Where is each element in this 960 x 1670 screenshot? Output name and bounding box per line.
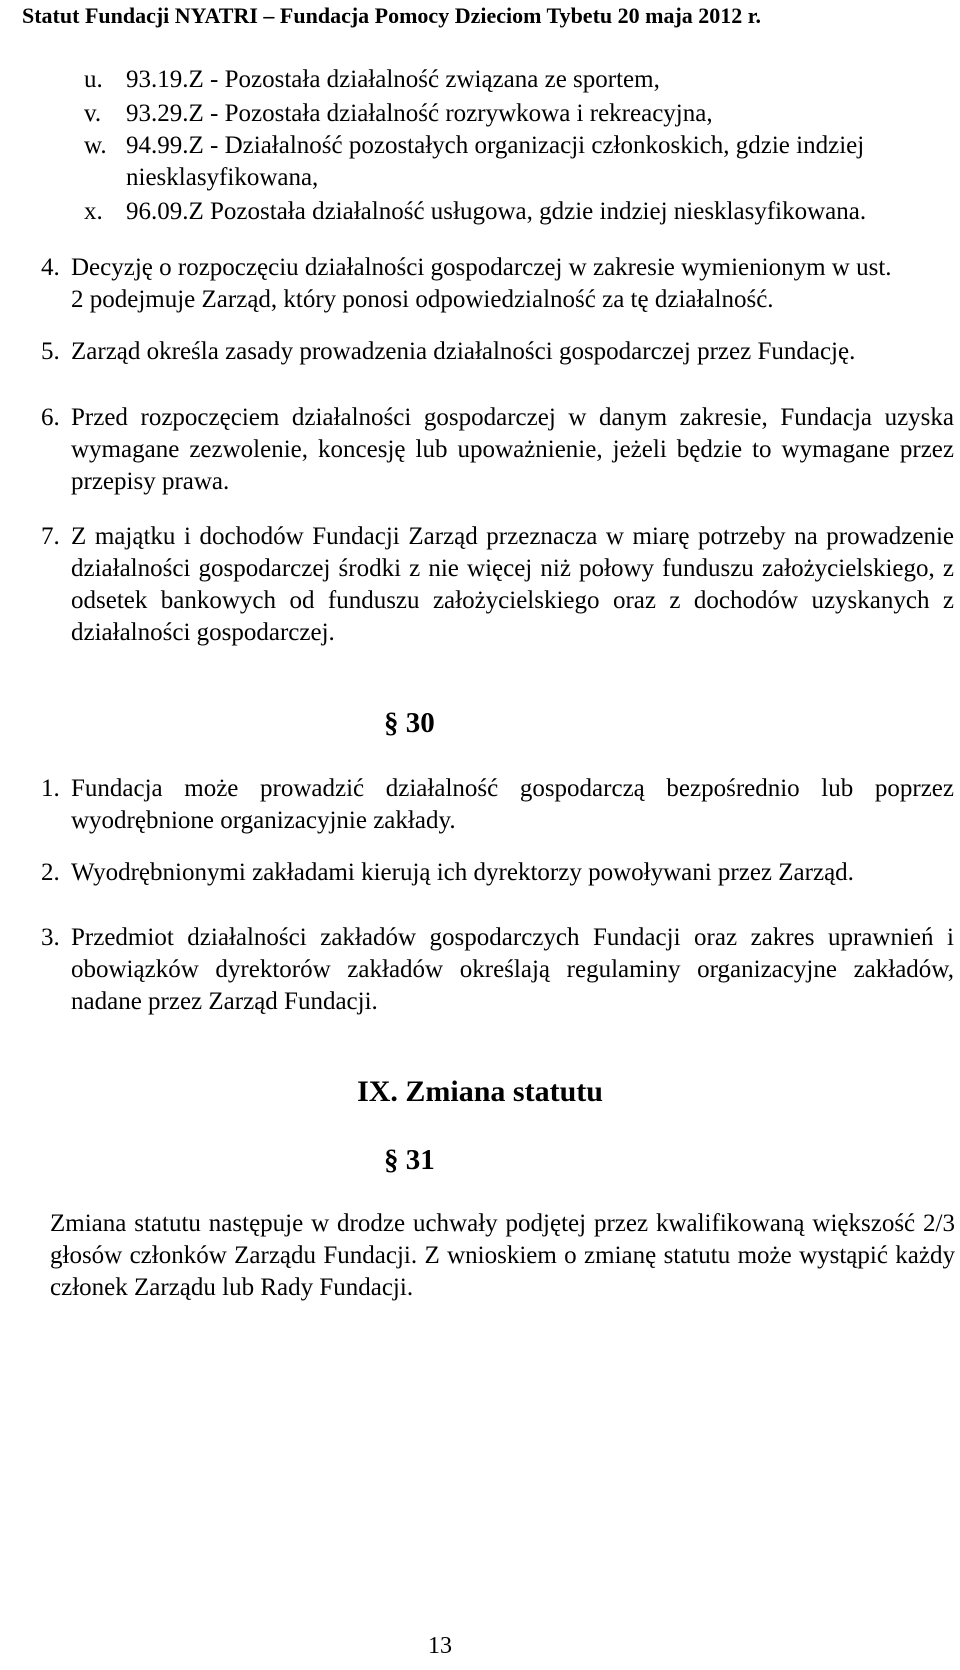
paragraph-text: Wyodrębnionymi zakładami kierują ich dyrektorzy powoływani przez Zarząd. xyxy=(71,859,854,886)
paragraph-text: Z majątku i dochodów Fundacji Zarząd przeznacza w miarę potrzeby na prowadzenie działalności gospodarczej środki z nie więcej niż połowy funduszu założycielskiego, z odsetek bankowych od funduszu założycielskiego oraz z dochodów uzyskanych z działalności gospodarczej. xyxy=(71,523,954,646)
paragraph-4 xyxy=(41,252,954,316)
list-item-u xyxy=(84,64,948,96)
section-31-text: Zmiana statutu następuje w drodze uchwały podjętej przez kwalifikowaną większość 2/3 głosów członków Zarządu Fundacji. Z wnioskiem o zmianę statutu może wystąpić każdy członek Zarządu lub Rady Fundacji. xyxy=(50,1210,955,1301)
item-text: 93.19.Z - Pozostała działalność związana ze sportem, xyxy=(126,66,660,93)
section-30-heading: § 30 xyxy=(384,707,435,739)
item-text: 93.29.Z - Pozostała działalność rozrywkowa i rekreacyjna, xyxy=(126,100,713,127)
section-31-heading: § 31 xyxy=(384,1144,435,1176)
item-letter: w. xyxy=(84,132,107,159)
paragraph-number: 5. xyxy=(41,338,60,365)
item-text-continuation: niesklasyfikowana, xyxy=(126,164,319,191)
list-item-x xyxy=(84,196,948,228)
paragraph-5 xyxy=(41,336,954,368)
page-number: 13 xyxy=(428,1633,452,1659)
paragraph-number: 3. xyxy=(41,924,60,951)
paragraph-7 xyxy=(41,521,954,649)
item-text: 94.99.Z - Działalność pozostałych organizacji członkoskich, gdzie indziej xyxy=(126,132,865,159)
paragraph-number: 6. xyxy=(41,404,60,431)
paragraph-number: 4. xyxy=(41,254,60,281)
paragraph-6 xyxy=(41,402,954,498)
list-item-w xyxy=(84,130,948,194)
page-header: Statut Fundacji NYATRI – Fundacja Pomocy Dzieciom Tybetu 20 maja 2012 r. xyxy=(22,3,762,28)
paragraph-text: Przedmiot działalności zakładów gospodarczych Fundacji oraz zakres uprawnień i obowiązków dyrektorów zakładów określają regulaminy organizacyjne zakładów, nadane przez Zarząd Fundacji. xyxy=(71,924,954,1015)
paragraph-text: Fundacja może prowadzić działalność gospodarczą bezpośrednio lub poprzez wyodrębnione organizacyjnie zakłady. xyxy=(71,775,954,834)
section-30-paragraph-1 xyxy=(41,773,954,837)
section-30-paragraph-2 xyxy=(41,857,954,889)
paragraph-number: 7. xyxy=(41,523,60,550)
paragraph-text-line2: 2 podejmuje Zarząd, który ponosi odpowiedzialność za tę działalność. xyxy=(71,286,774,313)
item-letter: u. xyxy=(84,66,103,93)
paragraph-text: Przed rozpoczęciem działalności gospodarczej w danym zakresie, Fundacja uzyska wymagane zezwolenie, koncesję lub upoważnienie, jeżeli będzie to wymagane przez przepisy prawa. xyxy=(71,404,954,495)
chapter-heading: IX. Zmiana statutu xyxy=(357,1075,603,1108)
item-text: 96.09.Z Pozostała działalność usługowa, gdzie indziej niesklasyfikowana. xyxy=(126,198,867,225)
section-30-paragraph-3 xyxy=(41,922,954,1018)
paragraph-text-line1: Decyzję o rozpoczęciu działalności gospodarczej w zakresie wymienionym w ust. xyxy=(71,254,892,281)
paragraph-number: 1. xyxy=(41,775,60,802)
paragraph-number: 2. xyxy=(41,859,60,886)
item-letter: x. xyxy=(84,198,103,225)
paragraph-text: Zarząd określa zasady prowadzenia działalności gospodarczej przez Fundację. xyxy=(71,338,856,365)
list-item-v xyxy=(84,98,948,130)
item-letter: v. xyxy=(84,100,102,127)
